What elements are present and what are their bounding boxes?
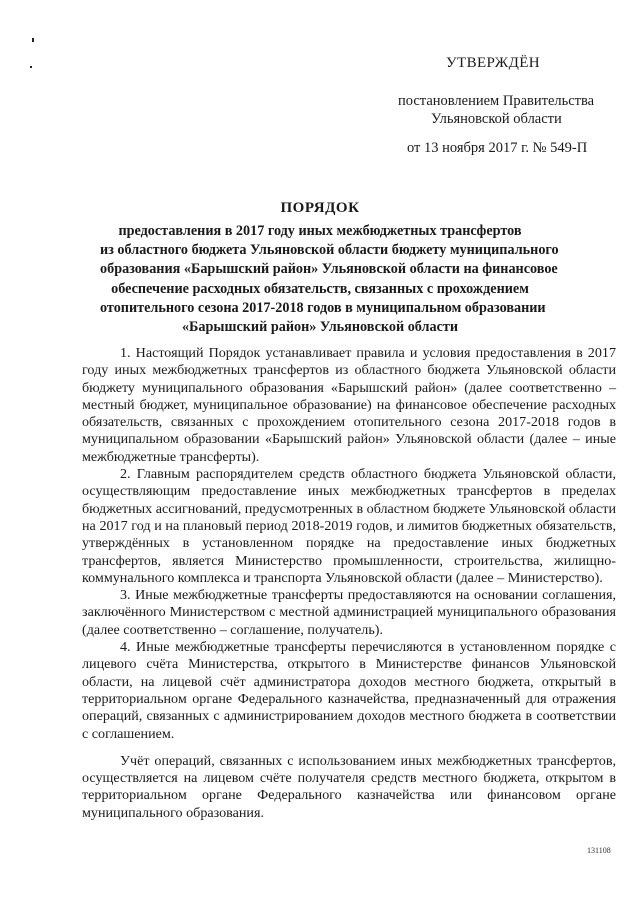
subtitle-line: предоставления в 2017 году иных межбюджетных трансфертов (118, 223, 522, 239)
footer-code: 131108 (587, 846, 611, 855)
subtitle-line: отопительного сезона 2017-2018 годов в муниципальном образовании (100, 299, 546, 316)
document-title: ПОРЯДОК (280, 200, 360, 216)
approval-title: УТВЕРЖДЁН (446, 55, 541, 71)
document-body (82, 345, 616, 822)
paragraph-5: Учёт операций, связанных с использованием иных межбюджетных трансфертов, осуществляется на лицевом счёте получателя средств местного бюджета, открытом в территориальном органе Федерального казначейства или финансовом органе муниципального образования. (82, 752, 616, 821)
approval-date-line: от 13 ноября 2017 г. № 549-П (407, 140, 588, 156)
scan-dot (32, 38, 34, 42)
paragraph-4: 4. Иные межбюджетные трансферты перечисляются в установленном порядке с лицевого счёта Министерства, открытого в Министерстве финансов Ульяновской области, на лицевой счёт администратора доходов местного бюджета, открытый в территориальном органе Федерального казначейства, предназначенный для отражения операций, связанных с администрированием доходов местного бюджета в соответствии с соглашением. (82, 639, 616, 742)
scan-dot (30, 66, 32, 68)
document-subtitle (100, 222, 559, 337)
subtitle-line: обеспечение расходных обязательств, связанных с прохождением (111, 280, 529, 297)
paragraph-3: 3. Иные межбюджетные трансферты предоставляются на основании соглашения, заключённого Министерством с местной администрацией муниципального образования (далее соответственно – соглашение, получатель). (82, 587, 616, 638)
paragraph-2: 2. Главным распорядителем средств областного бюджета Ульяновской области, осуществляющим предоставление иных межбюджетных трансфертов в пределах бюджетных ассигнований, предусмотренных в областном бюджете Ульяновской области на 2017 год и на плановый период 2018-2019 годов, и лимитов бюджетных обязательств, утверждённых в установленном порядке на предоставление иных бюджетных трансфертов, является Министерство промышленности, строительства, жилищно-коммунального комплекса и транспорта Ульяновской области (далее – Министерство). (82, 466, 616, 586)
paragraph-1: 1. Настоящий Порядок устанавливает правила и условия предоставления в 2017 году иных межбюджетных трансфертов из областного бюджета Ульяновской области бюджету муниципального образования «Барышский район» (далее соответственно – местный бюджет, муниципальное образование) на финансовое обеспечение расходных обязательств, связанных с прохождением отопительного сезона 2017-2018 годов в муниципальном образовании «Барышский район» Ульяновской области (далее – иные межбюджетные трансферты). (82, 345, 616, 465)
approval-line: Ульяновской области (431, 111, 562, 127)
subtitle-line: из областного бюджета Ульяновской области бюджету муниципального (100, 242, 559, 259)
subtitle-line: «Барышский район» Ульяновской области (181, 319, 459, 336)
approval-line: постановлением Правительства (398, 93, 595, 109)
subtitle-line: образования «Барышский район» Ульяновской области на финансовое (100, 261, 558, 278)
